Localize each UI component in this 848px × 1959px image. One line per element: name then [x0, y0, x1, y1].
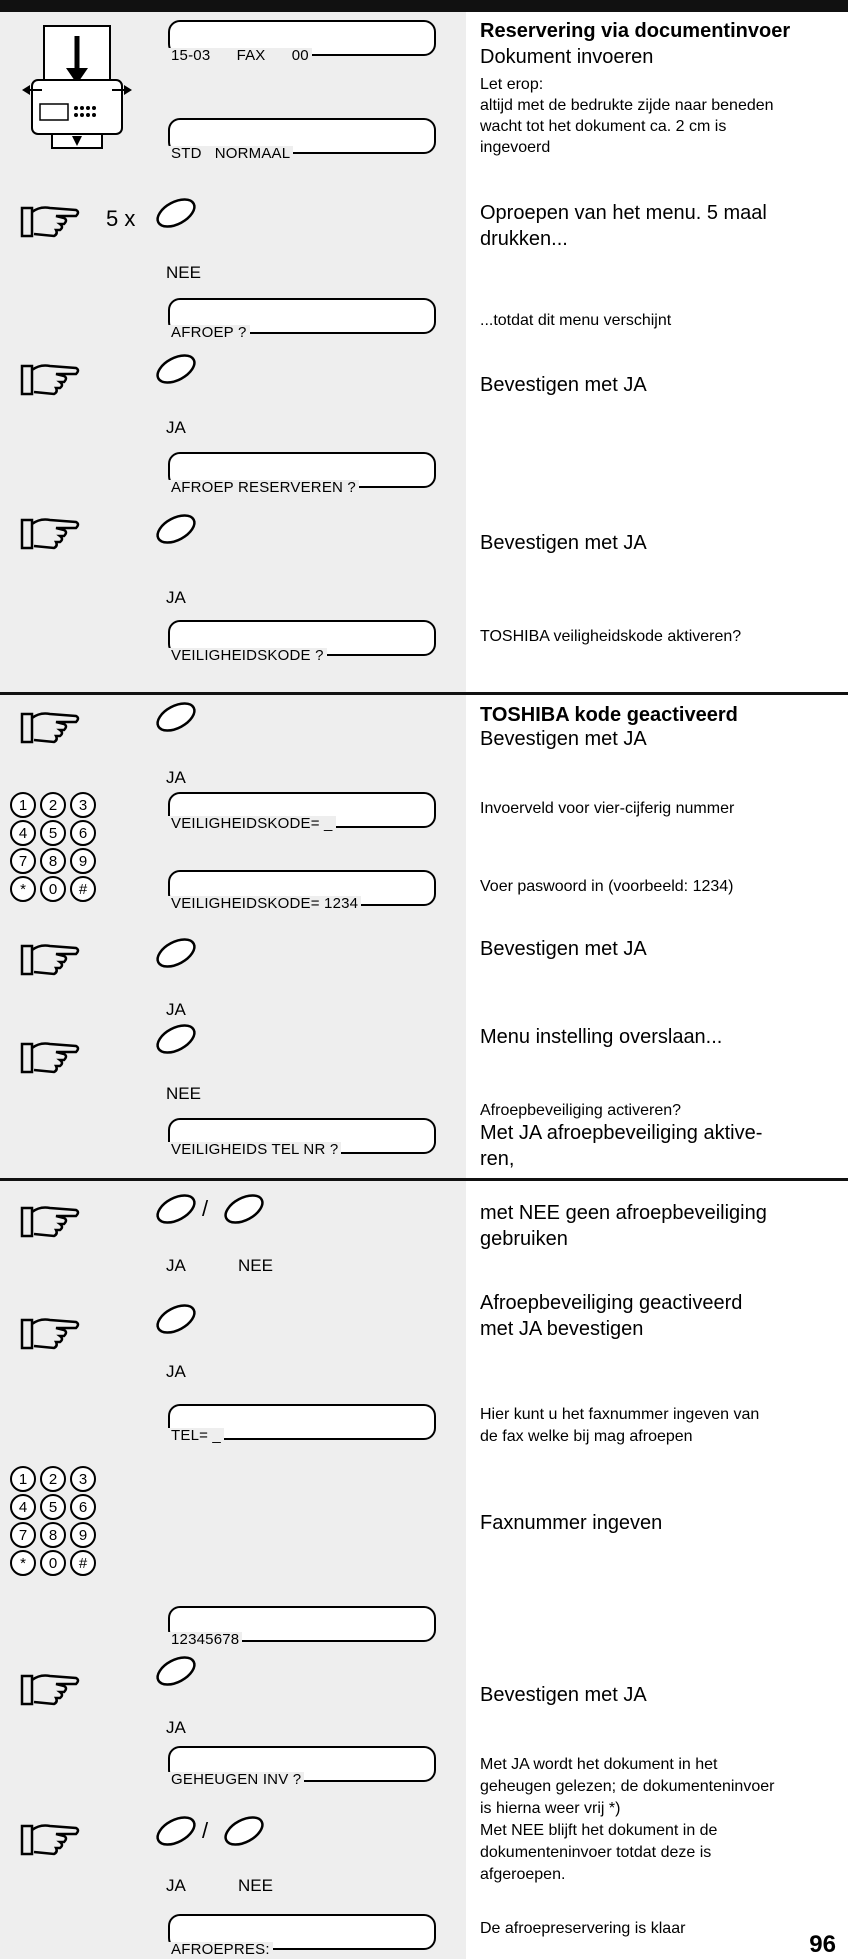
note-text: wacht tot het dokument ca. 2 cm is [480, 118, 727, 135]
instruction-text: Faxnummer ingeven [480, 1512, 663, 1534]
section-divider [0, 1178, 848, 1181]
note-text: Hier kunt u het faxnummer ingeven van [480, 1406, 760, 1423]
keypad-key: * [10, 1550, 36, 1576]
note-text: altijd met de bedrukte zijde naar beneden [480, 97, 774, 114]
keypad-key: 9 [70, 848, 96, 874]
note-text: Afroepbeveiliging activeren? [480, 1102, 682, 1119]
key-label-nee: NEE [166, 263, 201, 282]
instruction-text: ren, [480, 1148, 515, 1170]
note-text: TOSHIBA veiligheidskode aktiveren? [480, 628, 742, 645]
hand-pointer-icon [20, 938, 82, 983]
hand-pointer-icon [20, 200, 82, 245]
key-label-ja: JA [166, 1256, 186, 1275]
keypad-key: 3 [70, 792, 96, 818]
keypad-key: 1 [10, 1466, 36, 1492]
button-icon [152, 1022, 200, 1056]
instruction-text: Bevestigen met JA [480, 532, 647, 554]
note-text: afgeroepen. [480, 1866, 566, 1883]
hand-pointer-icon [20, 706, 82, 751]
lcd-text: 15-03 FAX 00 [168, 48, 312, 64]
lcd-text: AFROEP ? [168, 325, 250, 341]
button-icon [152, 512, 200, 546]
keypad-key: 5 [40, 1494, 66, 1520]
key-label-ja: JA [166, 1876, 186, 1895]
note-text: De afroepreservering is klaar [480, 1920, 686, 1937]
key-label-nee: NEE [238, 1876, 273, 1895]
note-text: dokumenteninvoer totdat deze is [480, 1844, 712, 1861]
button-icon [152, 1654, 200, 1688]
press-count: 5 x [106, 206, 136, 231]
key-label-ja: JA [166, 588, 186, 607]
instruction-text: Met JA afroepbeveiliging aktive- [480, 1122, 763, 1144]
keypad-key: 7 [10, 848, 36, 874]
button-icon [152, 1814, 200, 1848]
button-icon [152, 936, 200, 970]
note-text: geheugen gelezen; de dokumenteninvoer [480, 1778, 775, 1795]
numeric-keypad-icon [10, 792, 100, 902]
keypad-key: 9 [70, 1522, 96, 1548]
instruction-text: Bevestigen met JA [480, 1684, 647, 1706]
key-label-nee: NEE [238, 1256, 273, 1275]
key-label-ja: JA [166, 1362, 186, 1381]
keypad-key: 0 [40, 876, 66, 902]
lcd-text: VEILIGHEIDS TEL NR ? [168, 1142, 341, 1158]
note-text: Met NEE blijft het dokument in de [480, 1822, 718, 1839]
top-bar [0, 0, 848, 12]
hand-pointer-icon [20, 1668, 82, 1713]
button-icon [220, 1814, 268, 1848]
lcd-text: STD NORMAAL [168, 146, 293, 162]
section-heading: TOSHIBA kode geactiveerd [480, 704, 738, 726]
separator-slash: / [202, 1818, 209, 1843]
button-icon [152, 1302, 200, 1336]
instruction-text: Bevestigen met JA [480, 728, 647, 750]
instruction-text: met JA bevestigen [480, 1318, 644, 1340]
keypad-key: # [70, 876, 96, 902]
button-icon [152, 1192, 200, 1226]
instruction-text: drukken... [480, 228, 568, 250]
lcd-text: TEL= _ [168, 1428, 224, 1444]
lcd-text: VEILIGHEIDSKODE ? [168, 648, 327, 664]
key-label-ja: JA [166, 1718, 186, 1737]
instruction-text: Dokument invoeren [480, 46, 654, 68]
keypad-key: 3 [70, 1466, 96, 1492]
lcd-text: AFROEP RESERVEREN ? [168, 480, 359, 496]
keypad-key: 1 [10, 792, 36, 818]
keypad-key: 0 [40, 1550, 66, 1576]
lcd-text: VEILIGHEIDSKODE= _ [168, 816, 336, 832]
instruction-text: Bevestigen met JA [480, 374, 647, 396]
lcd-text: AFROEPRES: [168, 1942, 273, 1958]
page-number: 96 [809, 1931, 836, 1958]
keypad-key: 4 [10, 1494, 36, 1520]
button-icon [152, 196, 200, 230]
instruction-text: Afroepbeveiliging geactiveerd [480, 1292, 743, 1314]
instruction-text: Bevestigen met JA [480, 938, 647, 960]
keypad-key: 7 [10, 1522, 36, 1548]
note-text: de fax welke bij mag afroepen [480, 1428, 693, 1445]
button-icon [152, 700, 200, 734]
note-text: is hierna weer vrij *) [480, 1800, 621, 1817]
note-text: Invoerveld voor vier-cijferig nummer [480, 800, 735, 817]
key-label-ja: JA [166, 768, 186, 787]
note-text: Met JA wordt het dokument in het [480, 1756, 718, 1773]
note-text: Let erop: [480, 76, 544, 93]
hand-pointer-icon [20, 1312, 82, 1357]
note-text: ingevoerd [480, 139, 551, 156]
note-text: Voer paswoord in (voorbeeld: 1234) [480, 878, 734, 895]
keypad-key: 8 [40, 1522, 66, 1548]
keypad-key: 4 [10, 820, 36, 846]
button-icon [220, 1192, 268, 1226]
instruction-text: Oproepen van het menu. 5 maal [480, 202, 767, 224]
key-label-nee: NEE [166, 1084, 201, 1103]
section-heading: Reservering via documentinvoer [480, 20, 791, 42]
key-label-ja: JA [166, 418, 186, 437]
key-label-ja: JA [166, 1000, 186, 1019]
lcd-text: GEHEUGEN INV ? [168, 1772, 304, 1788]
hand-pointer-icon [20, 358, 82, 403]
section-divider [0, 692, 848, 695]
instruction-text: met NEE geen afroepbeveiliging [480, 1202, 767, 1224]
hand-pointer-icon [20, 512, 82, 557]
separator-slash: / [202, 1196, 209, 1221]
hand-pointer-icon [20, 1200, 82, 1245]
lcd-text: 12345678 [168, 1632, 242, 1648]
keypad-key: * [10, 876, 36, 902]
hand-pointer-icon [20, 1818, 82, 1863]
fax-machine-icon [22, 18, 132, 153]
keypad-key: # [70, 1550, 96, 1576]
keypad-key: 2 [40, 792, 66, 818]
keypad-key: 8 [40, 848, 66, 874]
keypad-key: 5 [40, 820, 66, 846]
hand-pointer-icon [20, 1036, 82, 1081]
instruction-text: Menu instelling overslaan... [480, 1026, 723, 1048]
keypad-key: 6 [70, 820, 96, 846]
button-icon [152, 352, 200, 386]
numeric-keypad-icon [10, 1466, 100, 1576]
lcd-text: VEILIGHEIDSKODE= 1234 [168, 896, 361, 912]
keypad-key: 6 [70, 1494, 96, 1520]
keypad-key: 2 [40, 1466, 66, 1492]
instruction-text: gebruiken [480, 1228, 568, 1250]
note-text: ...totdat dit menu verschijnt [480, 312, 672, 329]
